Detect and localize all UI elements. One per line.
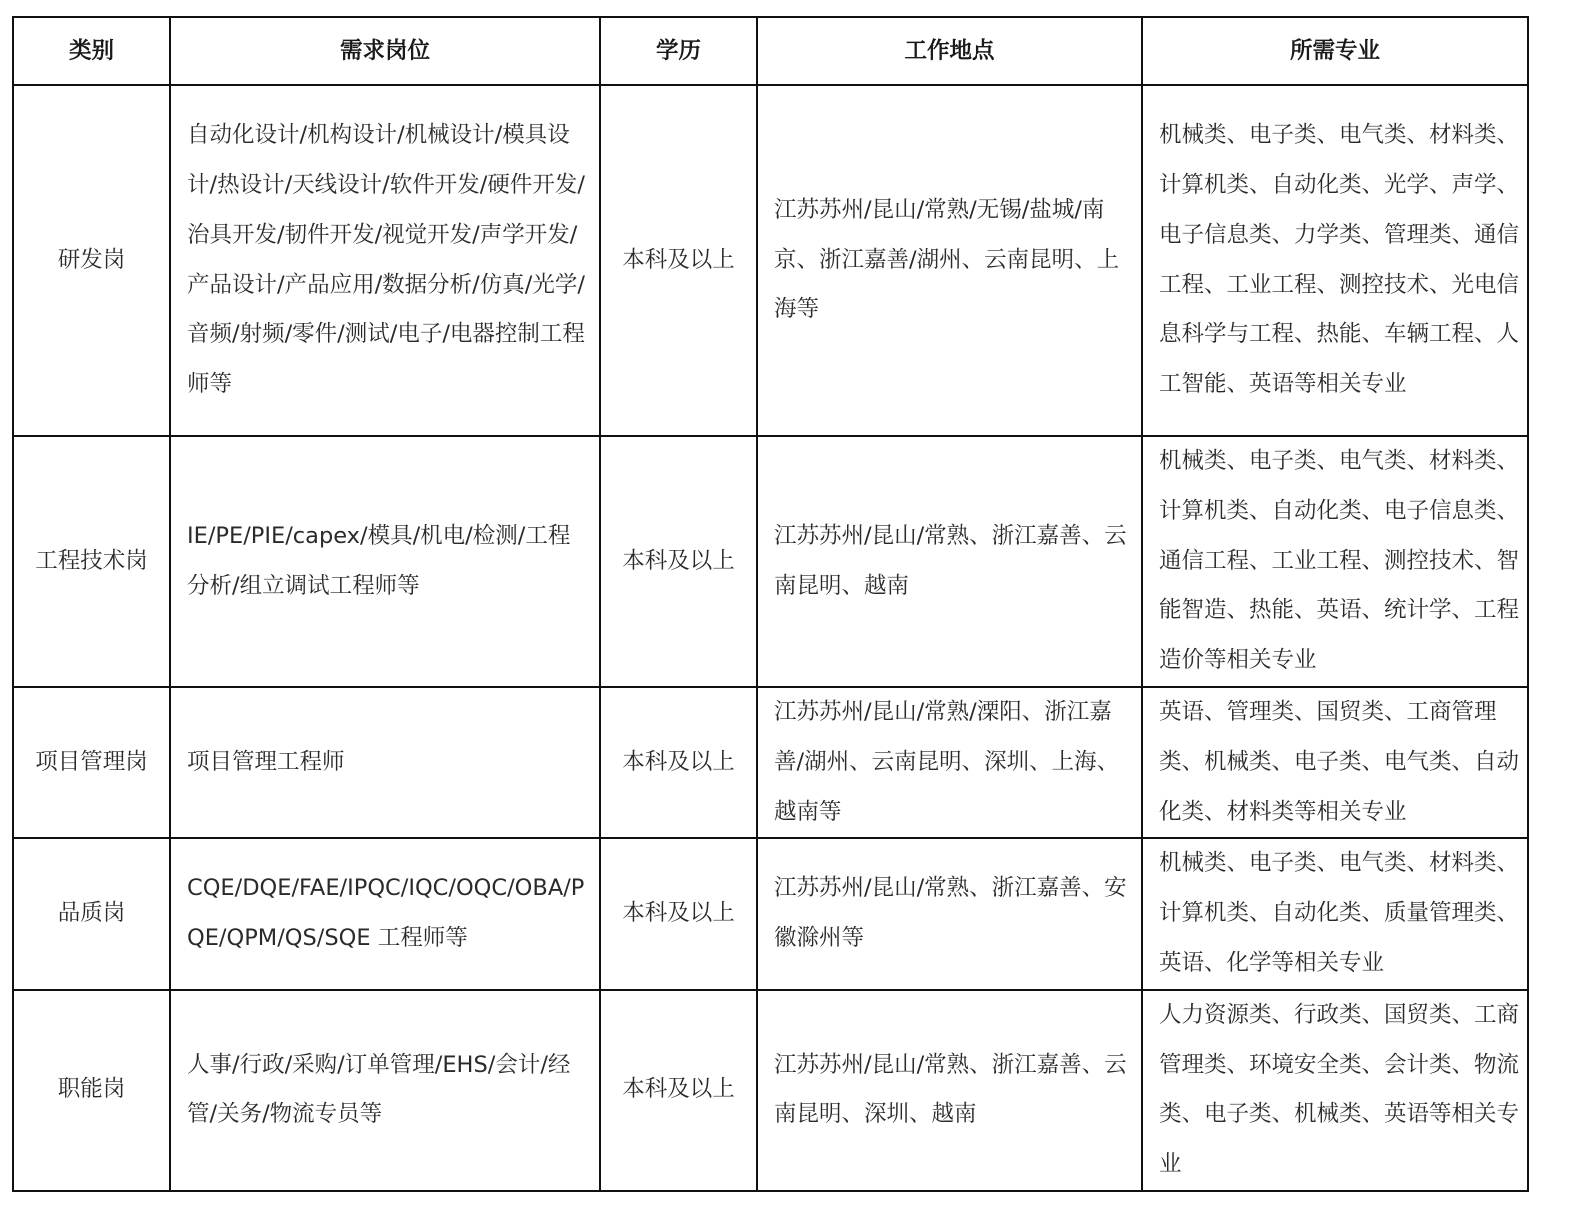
recruitment-table [12, 16, 1529, 1192]
cell-majors: 机械类、电子类、电气类、材料类、计算机类、自动化类、电子信息类、通信工程、工业工程、测控技术、智能智造、热能、英语、统计学、工程造价等相关专业 [1142, 436, 1528, 687]
cell-education: 本科及以上 [600, 85, 757, 436]
cell-category: 工程技术岗 [13, 436, 170, 687]
table-row [13, 687, 1528, 838]
table-row [13, 436, 1528, 687]
cell-positions: IE/PE/PIE/capex/模具/机电/检测/工程分析/组立调试工程师等 [170, 436, 600, 687]
cell-education: 本科及以上 [600, 990, 757, 1191]
header-education: 学历 [600, 17, 757, 85]
header-positions: 需求岗位 [170, 17, 600, 85]
table-header-row [13, 17, 1528, 85]
cell-majors: 英语、管理类、国贸类、工商管理类、机械类、电子类、电气类、自动化类、材料类等相关专业 [1142, 687, 1528, 838]
cell-education: 本科及以上 [600, 838, 757, 989]
recruitment-table-container [12, 16, 1529, 1192]
table-row [13, 990, 1528, 1191]
cell-positions: 人事/行政/采购/订单管理/EHS/会计/经管/关务/物流专员等 [170, 990, 600, 1191]
cell-location: 江苏苏州/昆山/常熟/无锡/盐城/南京、浙江嘉善/湖州、云南昆明、上海等 [757, 85, 1142, 436]
cell-location: 江苏苏州/昆山/常熟、浙江嘉善、云南昆明、深圳、越南 [757, 990, 1142, 1191]
cell-category: 研发岗 [13, 85, 170, 436]
cell-location: 江苏苏州/昆山/常熟/溧阳、浙江嘉善/湖州、云南昆明、深圳、上海、越南等 [757, 687, 1142, 838]
header-majors: 所需专业 [1142, 17, 1528, 85]
table-row [13, 838, 1528, 989]
cell-positions: CQE/DQE/FAE/IPQC/IQC/OQC/OBA/PQE/QPM/QS/SQE 工程师等 [170, 838, 600, 989]
cell-category: 品质岗 [13, 838, 170, 989]
cell-positions: 自动化设计/机构设计/机械设计/模具设计/热设计/天线设计/软件开发/硬件开发/治具开发/韧件开发/视觉开发/声学开发/产品设计/产品应用/数据分析/仿真/光学/音频/射频/零件/测试/电子/电器控制工程师等 [170, 85, 600, 436]
cell-category: 职能岗 [13, 990, 170, 1191]
cell-category: 项目管理岗 [13, 687, 170, 838]
cell-location: 江苏苏州/昆山/常熟、浙江嘉善、安徽滁州等 [757, 838, 1142, 989]
table-row [13, 85, 1528, 436]
cell-location: 江苏苏州/昆山/常熟、浙江嘉善、云南昆明、越南 [757, 436, 1142, 687]
header-location: 工作地点 [757, 17, 1142, 85]
cell-majors: 人力资源类、行政类、国贸类、工商管理类、环境安全类、会计类、物流类、电子类、机械类、英语等相关专业 [1142, 990, 1528, 1191]
header-category: 类别 [13, 17, 170, 85]
cell-education: 本科及以上 [600, 436, 757, 687]
cell-majors: 机械类、电子类、电气类、材料类、计算机类、自动化类、质量管理类、英语、化学等相关专业 [1142, 838, 1528, 989]
cell-positions: 项目管理工程师 [170, 687, 600, 838]
cell-majors: 机械类、电子类、电气类、材料类、计算机类、自动化类、光学、声学、电子信息类、力学类、管理类、通信工程、工业工程、测控技术、光电信息科学与工程、热能、车辆工程、人工智能、英语等相关专业 [1142, 85, 1528, 436]
cell-education: 本科及以上 [600, 687, 757, 838]
